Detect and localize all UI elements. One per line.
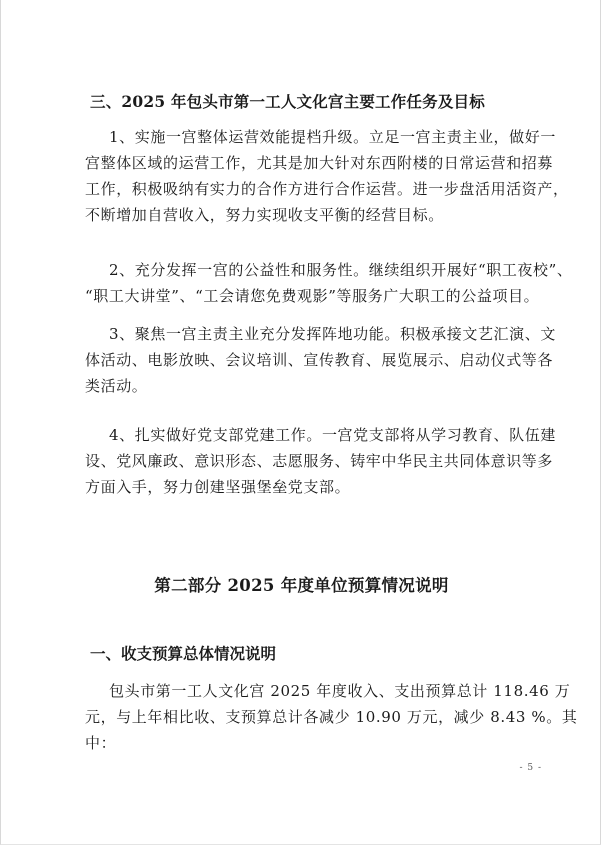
page-number: - 5 - [519,763,542,773]
paragraph-line: 不断增加自营收入，努力实现收支平衡的经营目标。 [85,206,444,224]
paragraph-line: 3、聚焦一宫主责主业充分发挥阵地功能。积极承接文艺汇演、文 [109,325,556,343]
paragraph-item-2 [85,257,573,309]
paragraph-line: 4、扎实做好党支部党建工作。一宫党支部将从学习教育、队伍建 [109,426,556,444]
paragraph-line: 类活动。 [85,377,148,395]
paragraph-line: “职工大讲堂”、“工会请您免费观影”等服务广大职工的公益项目。 [85,287,540,305]
paragraph-line: 工作，积极吸纳有实力的合作方进行合作运营。进一步盘活用活资产， [85,180,569,198]
paragraph-line: 宫整体区域的运营工作，尤其是加大针对东西附楼的日常运营和招募 [85,154,554,172]
paragraph-item-4 [85,422,556,500]
part-title: 第二部分 2025 年度单位预算情况说明 [154,576,449,595]
paragraph-line: 元，与上年相比收、支预算总计各减少 10.90 万元，减少 8.43 %。其 [85,708,578,726]
paragraph-line: 包头市第一工人文化宫 2025 年度收入、支出预算总计 118.46 万 [109,682,571,700]
paragraph-line: 1、实施一宫整体运营效能提档升级。立足一宫主责主业，做好一 [109,128,556,146]
budget-paragraph [85,678,578,756]
paragraph-line: 方面入手，努力创建坚强堡垒党支部。 [85,478,351,496]
paragraph-line: 中： [85,734,117,752]
paragraph-line: 体活动、电影放映、会议培训、宣传教育、展览展示、启动仪式等各 [85,351,554,369]
paragraph-line: 设、党风廉政、意识形态、志愿服务、铸牢中华民主共同体意识等多 [85,452,554,470]
paragraph-item-1 [85,124,569,228]
paragraph-item-3 [85,321,556,399]
section-heading: 三、2025 年包头市第一工人文化宫主要工作任务及目标 [90,92,485,111]
paragraph-line: 2、充分发挥一宫的公益性和服务性。继续组织开展好“职工夜校”、 [109,261,573,279]
sub-heading: 一、收支预算总体情况说明 [90,644,277,663]
